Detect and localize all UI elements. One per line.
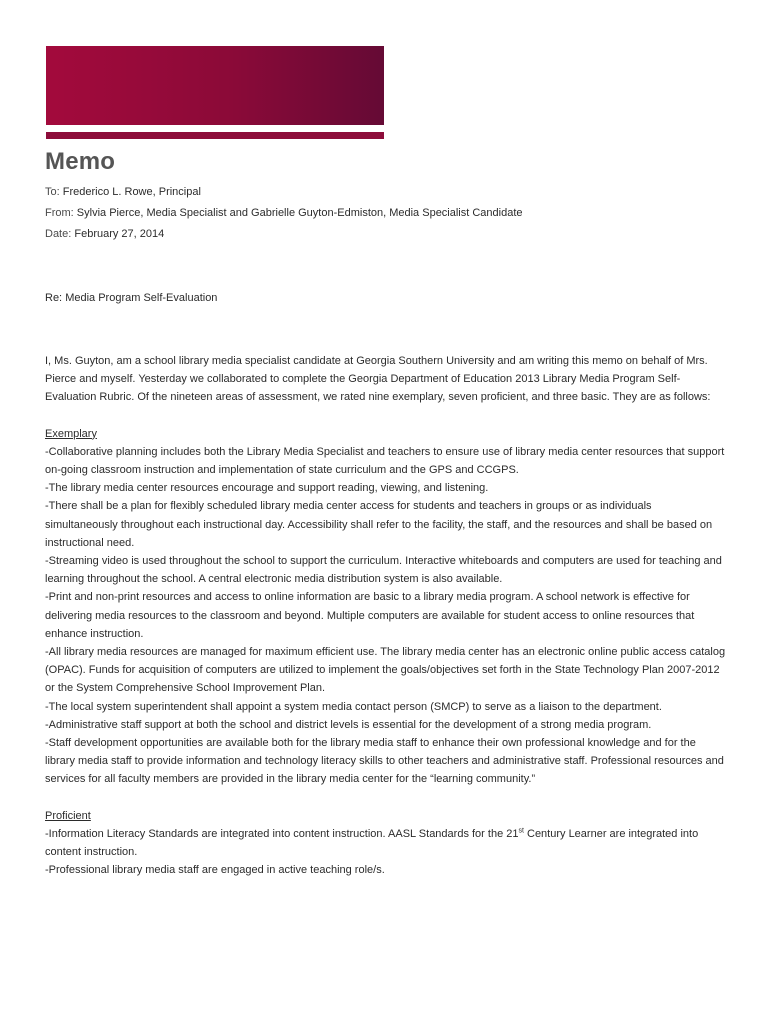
date-value: February 27, 2014 xyxy=(74,228,165,240)
list-item: -Administrative staff support at both the school and district levels is essential for the development of a strong media program. xyxy=(45,718,652,731)
superscript: st xyxy=(518,827,524,835)
list-item: -Professional library media staff are engaged in active teaching role/s. xyxy=(45,864,385,877)
date-label: Date: xyxy=(45,228,72,240)
from-label: From: xyxy=(45,207,74,219)
list-item xyxy=(45,825,727,861)
list-item: -Print and non-print resources and access to online information are basic to a library media program. A school network is effective for delivering media resources to the classroom and beyond. Multiple computers are available for student access to online resources that enhance instruction. xyxy=(45,591,695,640)
list-item: -Staff development opportunities are available both for the library media staff to enhance their own professional knowledge and for the library media staff to provide information and technology literacy skills to other teachers and administrative staff. Professional resources and services for all faculty members are provided in the library media center for the “learning community.” xyxy=(45,737,724,786)
to-value: Frederico L. Rowe, Principal xyxy=(62,186,201,198)
list-item-text: -Information Literacy Standards are integrated into content instruction. AASL Standards for the 21 xyxy=(45,827,519,840)
from-line xyxy=(45,203,735,224)
header-banner xyxy=(46,46,384,125)
re-line xyxy=(45,289,217,307)
to-line xyxy=(45,182,735,203)
date-line xyxy=(45,224,735,245)
exemplary-heading: Exemplary xyxy=(45,427,97,440)
list-item: -There shall be a plan for flexibly scheduled library media center access for students and teachers in groups or as individuals simultaneously throughout each instructional day. Accessibility shall refer to the facility, the staff, and the resources and shall be based on instructional need. xyxy=(45,500,713,549)
re-value: Media Program Self-Evaluation xyxy=(65,292,218,304)
list-item: -The local system superintendent shall appoint a system media contact person (SMCP) to serve as a liaison to the department. xyxy=(45,700,662,713)
re-label: Re: xyxy=(45,292,63,304)
list-item-text: Century Learner are integrated into content instruction. xyxy=(45,827,699,859)
list-item: -Streaming video is used throughout the school to support the curriculum. Interactive whiteboards and computers are used for teaching and learning throughout the school. A central electronic media distribution system is also available. xyxy=(45,555,722,586)
list-item: -Collaborative planning includes both the Library Media Specialist and teachers to ensure use of library media center resources that support on-going classroom instruction and implementation of state curriculum and the GPS and CCGPS. xyxy=(45,445,725,477)
list-item: -The library media center resources encourage and support reading, viewing, and listening. xyxy=(45,482,489,495)
exemplary-section xyxy=(45,425,727,789)
memo-title: Memo xyxy=(45,148,116,175)
proficient-section xyxy=(45,807,727,880)
proficient-heading: Proficient xyxy=(45,809,91,822)
intro-paragraph: I, Ms. Guyton, am a school library media specialist candidate at Georgia Southern University and am writing this memo on behalf of Mrs. Pierce and myself. Yesterday we collaborated to complete the Georgia Department of Education 2013 Library Media Program Self-Evaluation Rubric. Of the nineteen areas of assessment, we rated nine exemplary, seven proficient, and three basic. They are as follows: xyxy=(45,355,711,404)
list-item: -All library media resources are managed for maximum efficient use. The library media center has an electronic online public access catalog (OPAC). Funds for acquisition of computers are utilized to implement the goals/objectives set forth in the State Technology Plan 2007-2012 or the System Comprehensive School Improvement Plan. xyxy=(45,646,726,695)
banner-rule xyxy=(46,132,384,139)
memo-body xyxy=(45,352,727,897)
to-label: To: xyxy=(45,186,60,198)
memo-header xyxy=(45,182,735,245)
from-value: Sylvia Pierce, Media Specialist and Gabrielle Guyton-Edmiston, Media Specialist Candidate xyxy=(76,207,523,219)
